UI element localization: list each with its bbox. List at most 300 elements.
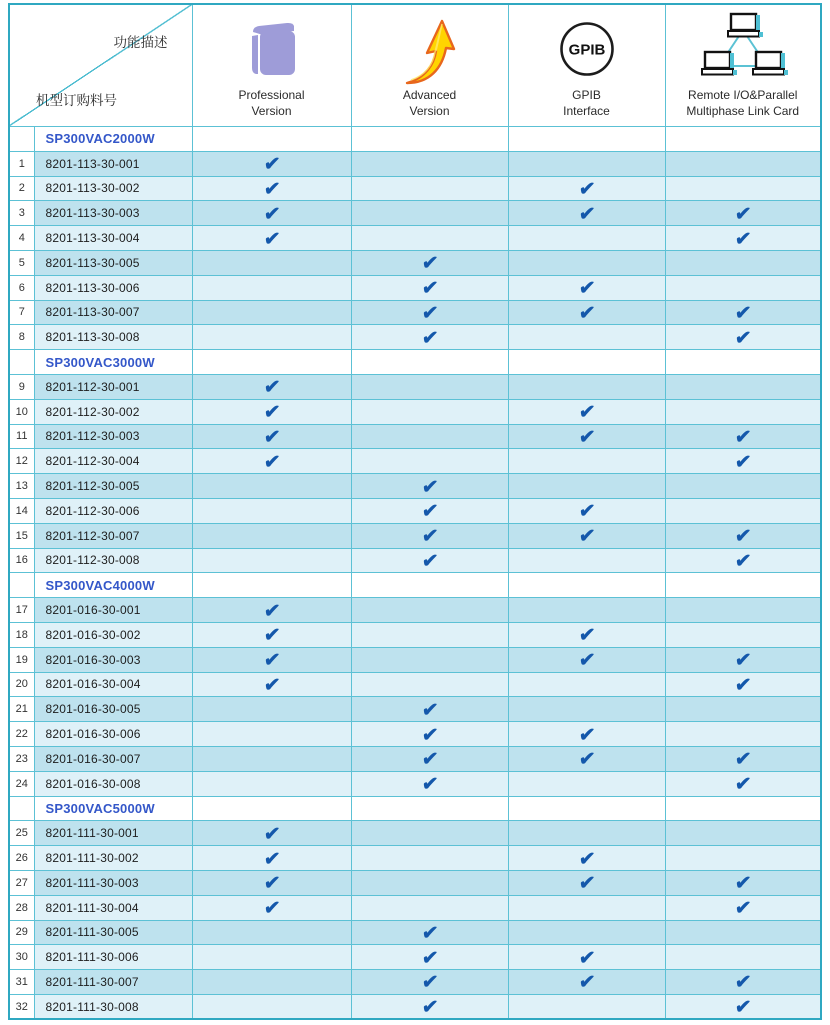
checkmark-icon: ✔ (733, 228, 752, 250)
table-row (9, 920, 821, 945)
row-number-cell (9, 573, 34, 598)
check-cell-advanced (351, 746, 508, 771)
check-cell-advanced (351, 994, 508, 1019)
check-cell-advanced (351, 920, 508, 945)
row-number-cell: 22 (9, 722, 34, 747)
row-number-cell: 8 (9, 325, 34, 350)
row-number-cell: 14 (9, 498, 34, 523)
check-cell-professional (192, 994, 351, 1019)
column-label: GPIB Interface (563, 88, 610, 118)
checkmark-icon: ✔ (733, 650, 752, 672)
table-row (9, 771, 821, 796)
check-cell-professional (192, 970, 351, 995)
check-cell-gpib (508, 474, 665, 499)
check-cell-gpib (508, 250, 665, 275)
part-number-cell: 8201-016-30-007 (34, 746, 192, 771)
checkmark-icon: ✔ (420, 749, 439, 771)
check-cell-advanced (351, 325, 508, 350)
row-number-cell: 9 (9, 374, 34, 399)
table-row (9, 300, 821, 325)
check-cell-remote (665, 920, 821, 945)
check-cell-advanced (351, 226, 508, 251)
checkmark-icon: ✔ (733, 550, 752, 572)
check-cell-gpib (508, 226, 665, 251)
checkmark-icon: ✔ (577, 873, 596, 895)
group-empty-cell (192, 127, 351, 152)
table-row (9, 722, 821, 747)
group-empty-cell (665, 127, 821, 152)
corner-bottom-label: 机型订购料号 (36, 93, 117, 108)
table-row (9, 821, 821, 846)
row-number-cell: 11 (9, 424, 34, 449)
check-cell-gpib (508, 176, 665, 201)
header-row (9, 4, 821, 127)
checkmark-icon: ✔ (733, 451, 752, 473)
check-cell-gpib (508, 275, 665, 300)
check-cell-professional (192, 176, 351, 201)
checkmark-icon: ✔ (262, 674, 281, 696)
check-cell-professional (192, 722, 351, 747)
checkmark-icon: ✔ (577, 302, 596, 324)
check-cell-professional (192, 895, 351, 920)
checkmark-icon: ✔ (733, 972, 752, 994)
checkmark-icon: ✔ (420, 526, 439, 548)
row-number-cell: 30 (9, 945, 34, 970)
table-row (9, 746, 821, 771)
check-cell-advanced (351, 672, 508, 697)
check-cell-gpib (508, 647, 665, 672)
check-cell-professional (192, 151, 351, 176)
table-row (9, 399, 821, 424)
check-cell-advanced (351, 945, 508, 970)
part-number-cell: 8201-111-30-003 (34, 870, 192, 895)
check-cell-advanced (351, 846, 508, 871)
check-cell-professional (192, 920, 351, 945)
checkmark-icon: ✔ (733, 302, 752, 324)
part-number-cell: 8201-112-30-008 (34, 548, 192, 573)
check-cell-remote (665, 176, 821, 201)
ordering-options-table (8, 3, 822, 1020)
check-cell-advanced (351, 424, 508, 449)
checkmark-icon: ✔ (420, 922, 439, 944)
check-cell-remote (665, 325, 821, 350)
table-body (9, 127, 821, 1020)
checkmark-icon: ✔ (420, 997, 439, 1019)
part-number-cell: 8201-113-30-007 (34, 300, 192, 325)
check-cell-remote (665, 300, 821, 325)
checkmark-icon: ✔ (262, 625, 281, 647)
check-cell-remote (665, 970, 821, 995)
check-cell-professional (192, 474, 351, 499)
checkmark-icon: ✔ (420, 501, 439, 523)
group-empty-cell (351, 350, 508, 375)
check-cell-remote (665, 226, 821, 251)
checkmark-icon: ✔ (420, 550, 439, 572)
row-number-cell: 25 (9, 821, 34, 846)
check-cell-professional (192, 771, 351, 796)
checkmark-icon: ✔ (733, 674, 752, 696)
checkmark-icon: ✔ (733, 426, 752, 448)
check-cell-professional (192, 449, 351, 474)
part-number-cell: 8201-113-30-005 (34, 250, 192, 275)
check-cell-gpib (508, 424, 665, 449)
check-cell-professional (192, 374, 351, 399)
check-cell-professional (192, 498, 351, 523)
check-cell-gpib (508, 945, 665, 970)
check-cell-gpib (508, 374, 665, 399)
check-cell-professional (192, 300, 351, 325)
check-cell-gpib (508, 697, 665, 722)
check-cell-gpib (508, 325, 665, 350)
table-row (9, 226, 821, 251)
group-empty-cell (508, 796, 665, 821)
row-number-cell: 26 (9, 846, 34, 871)
checkmark-icon: ✔ (577, 402, 596, 424)
checkmark-icon: ✔ (733, 774, 752, 796)
table-row (9, 176, 821, 201)
svg-text:GPIB: GPIB (568, 41, 605, 59)
checkmark-icon: ✔ (577, 178, 596, 200)
checkmark-icon: ✔ (577, 278, 596, 300)
model-name-cell: SP300VAC5000W (34, 796, 192, 821)
check-cell-professional (192, 201, 351, 226)
checkmark-icon: ✔ (262, 451, 281, 473)
checkmark-icon: ✔ (420, 724, 439, 746)
checkmark-icon: ✔ (420, 253, 439, 275)
group-empty-cell (508, 350, 665, 375)
table-row (9, 424, 821, 449)
checkmark-icon: ✔ (577, 625, 596, 647)
checkmark-icon: ✔ (733, 749, 752, 771)
table-row (9, 647, 821, 672)
check-cell-gpib (508, 920, 665, 945)
check-cell-advanced (351, 176, 508, 201)
column-header-advanced (351, 4, 508, 127)
check-cell-gpib (508, 598, 665, 623)
column-label: Professional Version (238, 88, 305, 118)
part-number-cell: 8201-111-30-008 (34, 994, 192, 1019)
checkmark-icon: ✔ (733, 997, 752, 1019)
group-empty-cell (508, 573, 665, 598)
checkmark-icon: ✔ (577, 203, 596, 225)
column-label: Remote I/O&Parallel Multiphase Link Card (686, 88, 800, 118)
row-number-cell: 19 (9, 647, 34, 672)
part-number-cell: 8201-016-30-002 (34, 622, 192, 647)
check-cell-gpib (508, 771, 665, 796)
part-number-cell: 8201-016-30-008 (34, 771, 192, 796)
check-cell-advanced (351, 647, 508, 672)
checkmark-icon: ✔ (420, 699, 439, 721)
row-number-cell: 27 (9, 870, 34, 895)
check-cell-remote (665, 846, 821, 871)
table-row (9, 250, 821, 275)
column-header-professional (192, 4, 351, 127)
group-empty-cell (508, 127, 665, 152)
checkmark-icon: ✔ (420, 302, 439, 324)
check-cell-remote (665, 771, 821, 796)
check-cell-advanced (351, 201, 508, 226)
check-cell-advanced (351, 523, 508, 548)
checkmark-icon: ✔ (262, 848, 281, 870)
row-number-cell: 32 (9, 994, 34, 1019)
check-cell-professional (192, 598, 351, 623)
check-cell-remote (665, 250, 821, 275)
check-cell-professional (192, 325, 351, 350)
table-row (9, 151, 821, 176)
part-number-cell: 8201-113-30-003 (34, 201, 192, 226)
check-cell-professional (192, 647, 351, 672)
check-cell-remote (665, 399, 821, 424)
check-cell-advanced (351, 449, 508, 474)
check-cell-professional (192, 226, 351, 251)
corner-header-cell (9, 4, 192, 127)
part-number-cell: 8201-112-30-004 (34, 449, 192, 474)
table-row (9, 622, 821, 647)
table-row (9, 325, 821, 350)
check-cell-advanced (351, 722, 508, 747)
row-number-cell: 2 (9, 176, 34, 201)
check-cell-advanced (351, 895, 508, 920)
column-header-gpib (508, 4, 665, 127)
table-row (9, 895, 821, 920)
check-cell-gpib (508, 895, 665, 920)
table-row (9, 374, 821, 399)
group-empty-cell (351, 796, 508, 821)
check-cell-professional (192, 672, 351, 697)
check-cell-advanced (351, 870, 508, 895)
row-number-cell: 29 (9, 920, 34, 945)
group-empty-cell (192, 350, 351, 375)
check-cell-advanced (351, 697, 508, 722)
row-number-cell: 4 (9, 226, 34, 251)
part-number-cell: 8201-113-30-006 (34, 275, 192, 300)
check-cell-remote (665, 672, 821, 697)
row-number-cell: 5 (9, 250, 34, 275)
checkmark-icon: ✔ (262, 600, 281, 622)
check-cell-gpib (508, 399, 665, 424)
checkmark-icon: ✔ (577, 426, 596, 448)
check-cell-remote (665, 622, 821, 647)
check-cell-gpib (508, 970, 665, 995)
part-number-cell: 8201-111-30-002 (34, 846, 192, 871)
check-cell-gpib (508, 622, 665, 647)
checkmark-icon: ✔ (262, 426, 281, 448)
row-number-cell: 6 (9, 275, 34, 300)
table-row (9, 474, 821, 499)
group-header-row (9, 796, 821, 821)
check-cell-advanced (351, 622, 508, 647)
check-cell-advanced (351, 399, 508, 424)
table-row (9, 449, 821, 474)
row-number-cell: 28 (9, 895, 34, 920)
part-number-cell: 8201-111-30-007 (34, 970, 192, 995)
check-cell-advanced (351, 598, 508, 623)
row-number-cell: 16 (9, 548, 34, 573)
check-cell-professional (192, 821, 351, 846)
group-header-row (9, 127, 821, 152)
row-number-cell: 18 (9, 622, 34, 647)
part-number-cell: 8201-016-30-001 (34, 598, 192, 623)
check-cell-advanced (351, 970, 508, 995)
table-row (9, 548, 821, 573)
checkmark-icon: ✔ (420, 972, 439, 994)
check-cell-advanced (351, 275, 508, 300)
row-number-cell: 1 (9, 151, 34, 176)
check-cell-remote (665, 722, 821, 747)
part-number-cell: 8201-112-30-006 (34, 498, 192, 523)
part-number-cell: 8201-112-30-001 (34, 374, 192, 399)
check-cell-advanced (351, 474, 508, 499)
check-cell-remote (665, 498, 821, 523)
table-row (9, 994, 821, 1019)
group-empty-cell (192, 796, 351, 821)
gpib-circle-icon (557, 9, 617, 88)
checkmark-icon: ✔ (577, 972, 596, 994)
table-row (9, 523, 821, 548)
check-cell-professional (192, 622, 351, 647)
model-name-cell: SP300VAC2000W (34, 127, 192, 152)
check-cell-gpib (508, 746, 665, 771)
row-number-cell: 17 (9, 598, 34, 623)
checkmark-icon: ✔ (733, 873, 752, 895)
checkmark-icon: ✔ (577, 526, 596, 548)
check-cell-professional (192, 399, 351, 424)
part-number-cell: 8201-113-30-001 (34, 151, 192, 176)
check-cell-gpib (508, 722, 665, 747)
check-cell-professional (192, 523, 351, 548)
row-number-cell: 15 (9, 523, 34, 548)
check-cell-professional (192, 424, 351, 449)
group-empty-cell (351, 573, 508, 598)
check-cell-professional (192, 746, 351, 771)
check-cell-remote (665, 548, 821, 573)
checkmark-icon: ✔ (420, 327, 439, 349)
network-icon (693, 9, 793, 88)
group-header-row (9, 573, 821, 598)
group-empty-cell (665, 796, 821, 821)
part-number-cell: 8201-111-30-006 (34, 945, 192, 970)
row-number-cell (9, 350, 34, 375)
check-cell-remote (665, 598, 821, 623)
arrow-up-icon (403, 9, 457, 88)
checkmark-icon: ✔ (420, 476, 439, 498)
row-number-cell: 31 (9, 970, 34, 995)
part-number-cell: 8201-113-30-004 (34, 226, 192, 251)
checkmark-icon: ✔ (733, 526, 752, 548)
table-row (9, 598, 821, 623)
row-number-cell: 20 (9, 672, 34, 697)
checkmark-icon: ✔ (577, 650, 596, 672)
check-cell-gpib (508, 498, 665, 523)
checkmark-icon: ✔ (262, 154, 281, 176)
table-row (9, 846, 821, 871)
check-cell-remote (665, 449, 821, 474)
check-cell-professional (192, 697, 351, 722)
checkmark-icon: ✔ (577, 724, 596, 746)
check-cell-professional (192, 548, 351, 573)
part-number-cell: 8201-016-30-004 (34, 672, 192, 697)
part-number-cell: 8201-113-30-008 (34, 325, 192, 350)
check-cell-remote (665, 374, 821, 399)
check-cell-gpib (508, 201, 665, 226)
table-row (9, 945, 821, 970)
check-cell-remote (665, 275, 821, 300)
check-cell-remote (665, 746, 821, 771)
check-cell-gpib (508, 523, 665, 548)
table-row (9, 672, 821, 697)
check-cell-gpib (508, 449, 665, 474)
row-number-cell: 23 (9, 746, 34, 771)
table-row (9, 970, 821, 995)
row-number-cell: 10 (9, 399, 34, 424)
check-cell-remote (665, 424, 821, 449)
part-number-cell: 8201-112-30-005 (34, 474, 192, 499)
group-empty-cell (351, 127, 508, 152)
check-cell-remote (665, 870, 821, 895)
checkmark-icon: ✔ (577, 749, 596, 771)
checkmark-icon: ✔ (262, 873, 281, 895)
column-label: Advanced Version (402, 88, 457, 118)
checkmark-icon: ✔ (577, 947, 596, 969)
check-cell-gpib (508, 994, 665, 1019)
checkmark-icon: ✔ (420, 278, 439, 300)
checkmark-icon: ✔ (262, 823, 281, 845)
check-cell-remote (665, 994, 821, 1019)
row-number-cell: 3 (9, 201, 34, 226)
check-cell-remote (665, 895, 821, 920)
check-cell-gpib (508, 672, 665, 697)
corner-top-label: 功能描述 (113, 35, 168, 50)
check-cell-advanced (351, 151, 508, 176)
check-cell-professional (192, 275, 351, 300)
checkmark-icon: ✔ (262, 203, 281, 225)
check-cell-remote (665, 945, 821, 970)
checkmark-icon: ✔ (733, 327, 752, 349)
checkmark-icon: ✔ (420, 774, 439, 796)
check-cell-advanced (351, 300, 508, 325)
part-number-cell: 8201-111-30-004 (34, 895, 192, 920)
table-row (9, 697, 821, 722)
model-name-cell: SP300VAC4000W (34, 573, 192, 598)
check-cell-remote (665, 474, 821, 499)
row-number-cell: 12 (9, 449, 34, 474)
checkmark-icon: ✔ (262, 228, 281, 250)
table-row (9, 201, 821, 226)
check-cell-gpib (508, 821, 665, 846)
column-header-remote (665, 4, 821, 127)
check-cell-gpib (508, 846, 665, 871)
check-cell-gpib (508, 870, 665, 895)
checkmark-icon: ✔ (262, 402, 281, 424)
part-number-cell: 8201-016-30-005 (34, 697, 192, 722)
part-number-cell: 8201-112-30-002 (34, 399, 192, 424)
check-cell-gpib (508, 548, 665, 573)
check-cell-remote (665, 151, 821, 176)
check-cell-gpib (508, 151, 665, 176)
check-cell-gpib (508, 300, 665, 325)
check-cell-advanced (351, 771, 508, 796)
part-number-cell: 8201-112-30-003 (34, 424, 192, 449)
checkmark-icon: ✔ (733, 203, 752, 225)
check-cell-advanced (351, 374, 508, 399)
group-header-row (9, 350, 821, 375)
group-empty-cell (665, 350, 821, 375)
part-number-cell: 8201-113-30-002 (34, 176, 192, 201)
row-number-cell (9, 796, 34, 821)
part-number-cell: 8201-111-30-001 (34, 821, 192, 846)
check-cell-remote (665, 523, 821, 548)
table-row (9, 498, 821, 523)
